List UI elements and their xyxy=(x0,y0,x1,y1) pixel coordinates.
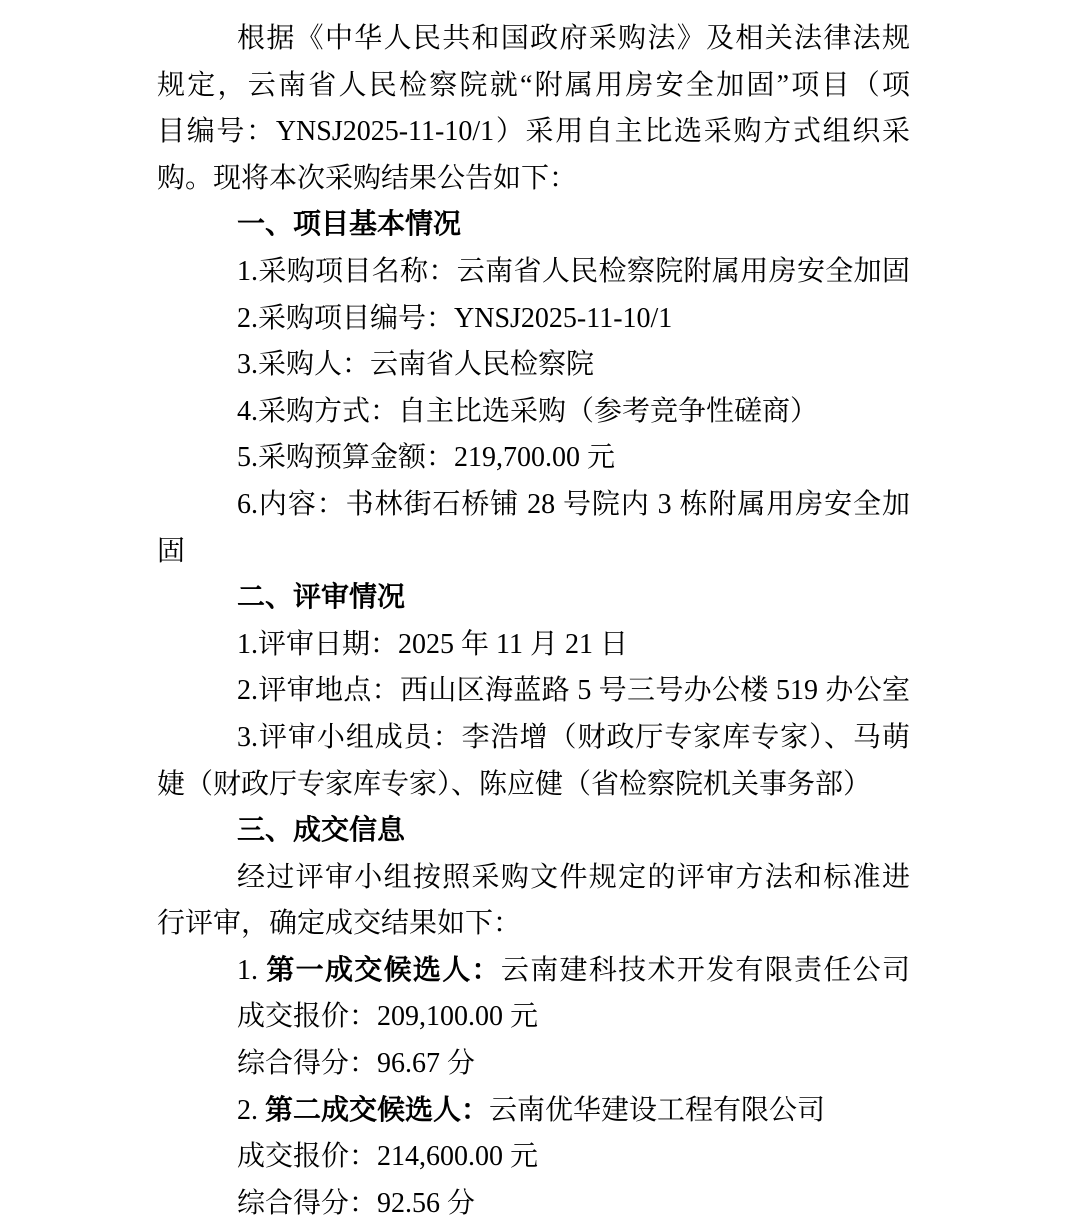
doc-text-bold: 二、评审情况 xyxy=(237,582,406,614)
doc-text: 2.评审地点：西山区海蓝路 5 号三号办公楼 519 办公室 xyxy=(237,675,910,707)
item-content-line-2 xyxy=(157,529,910,576)
candidate-2-score xyxy=(157,1181,910,1227)
candidate-2-price xyxy=(157,1134,910,1181)
doc-text: 2.采购项目编号：YNSJ2025-11-10/1 xyxy=(237,302,673,334)
doc-text: 规定，云南省人民检察院就“附属用房安全加固”项目（项 xyxy=(157,69,910,101)
doc-text: 成交报价：214,600.00 元 xyxy=(237,1141,539,1173)
item-purchaser xyxy=(157,342,910,389)
item-review-date xyxy=(157,622,910,669)
item-budget xyxy=(157,435,910,482)
doc-text: 行评审，确定成交结果如下： xyxy=(157,908,522,940)
doc-text: 婕（财政厅专家库专家）、陈应健（省检察院机关事务部） xyxy=(157,768,872,800)
doc-text: 购。现将本次采购结果公告如下： xyxy=(157,162,578,194)
para-result-line-2 xyxy=(157,901,910,948)
doc-text: 1.采购项目名称：云南省人民检察院附属用房安全加固 xyxy=(237,255,910,287)
item-review-panel-line-2 xyxy=(157,762,910,809)
doc-text: 经过评审小组按照采购文件规定的评审方法和标准进 xyxy=(237,861,910,893)
doc-text: 固 xyxy=(157,535,186,567)
document-body xyxy=(157,16,910,1227)
para-intro-line-3 xyxy=(157,109,910,156)
item-project-number xyxy=(157,296,910,343)
item-review-panel-line-1 xyxy=(157,715,910,762)
item-project-name xyxy=(157,249,910,296)
candidate-2-name xyxy=(157,1088,910,1135)
doc-text-bold: 三、成交信息 xyxy=(237,815,406,847)
doc-text-bold: 第一成交候选人： xyxy=(266,954,501,986)
doc-text: 4.采购方式：自主比选采购（参考竞争性磋商） xyxy=(237,395,819,427)
doc-text: 云南优华建设工程有限公司 xyxy=(489,1094,826,1126)
item-review-location xyxy=(157,668,910,715)
doc-text: 5.采购预算金额：219,700.00 元 xyxy=(237,442,616,474)
para-intro-line-1 xyxy=(157,16,910,63)
doc-text: 2. xyxy=(237,1094,265,1126)
doc-text: 3.采购人：云南省人民检察院 xyxy=(237,349,595,381)
section-3-heading xyxy=(157,808,910,855)
doc-text: 根据《中华人民共和国政府采购法》及相关法律法规 xyxy=(237,23,910,54)
doc-text: 1. xyxy=(237,954,267,986)
candidate-1-score xyxy=(157,1041,910,1088)
doc-text: 目编号：YNSJ2025-11-10/1）采用自主比选采购方式组织采 xyxy=(157,116,910,148)
section-1-heading xyxy=(157,202,910,249)
para-intro-line-4 xyxy=(157,156,910,203)
doc-text: 3.评审小组成员：李浩增（财政厅专家库专家）、马萌 xyxy=(237,721,910,753)
doc-text: 1.评审日期：2025 年 11 月 21 日 xyxy=(237,628,628,660)
doc-text-bold: 一、项目基本情况 xyxy=(237,209,462,241)
doc-text: 云南建科技术开发有限责任公司 xyxy=(500,954,910,986)
doc-text: 成交报价：209,100.00 元 xyxy=(237,1001,539,1033)
doc-text: 综合得分：92.56 分 xyxy=(237,1187,476,1219)
doc-text: 6.内容：书林街石桥铺 28 号院内 3 栋附属用房安全加 xyxy=(237,488,910,520)
doc-text: 综合得分：96.67 分 xyxy=(237,1048,476,1080)
doc-text-bold: 第二成交候选人： xyxy=(265,1094,490,1126)
item-method xyxy=(157,389,910,436)
section-2-heading xyxy=(157,575,910,622)
para-result-line-1 xyxy=(157,855,910,902)
item-content-line-1 xyxy=(157,482,910,529)
candidate-1-price xyxy=(157,994,910,1041)
para-intro-line-2 xyxy=(157,63,910,110)
candidate-1-name xyxy=(157,948,910,995)
